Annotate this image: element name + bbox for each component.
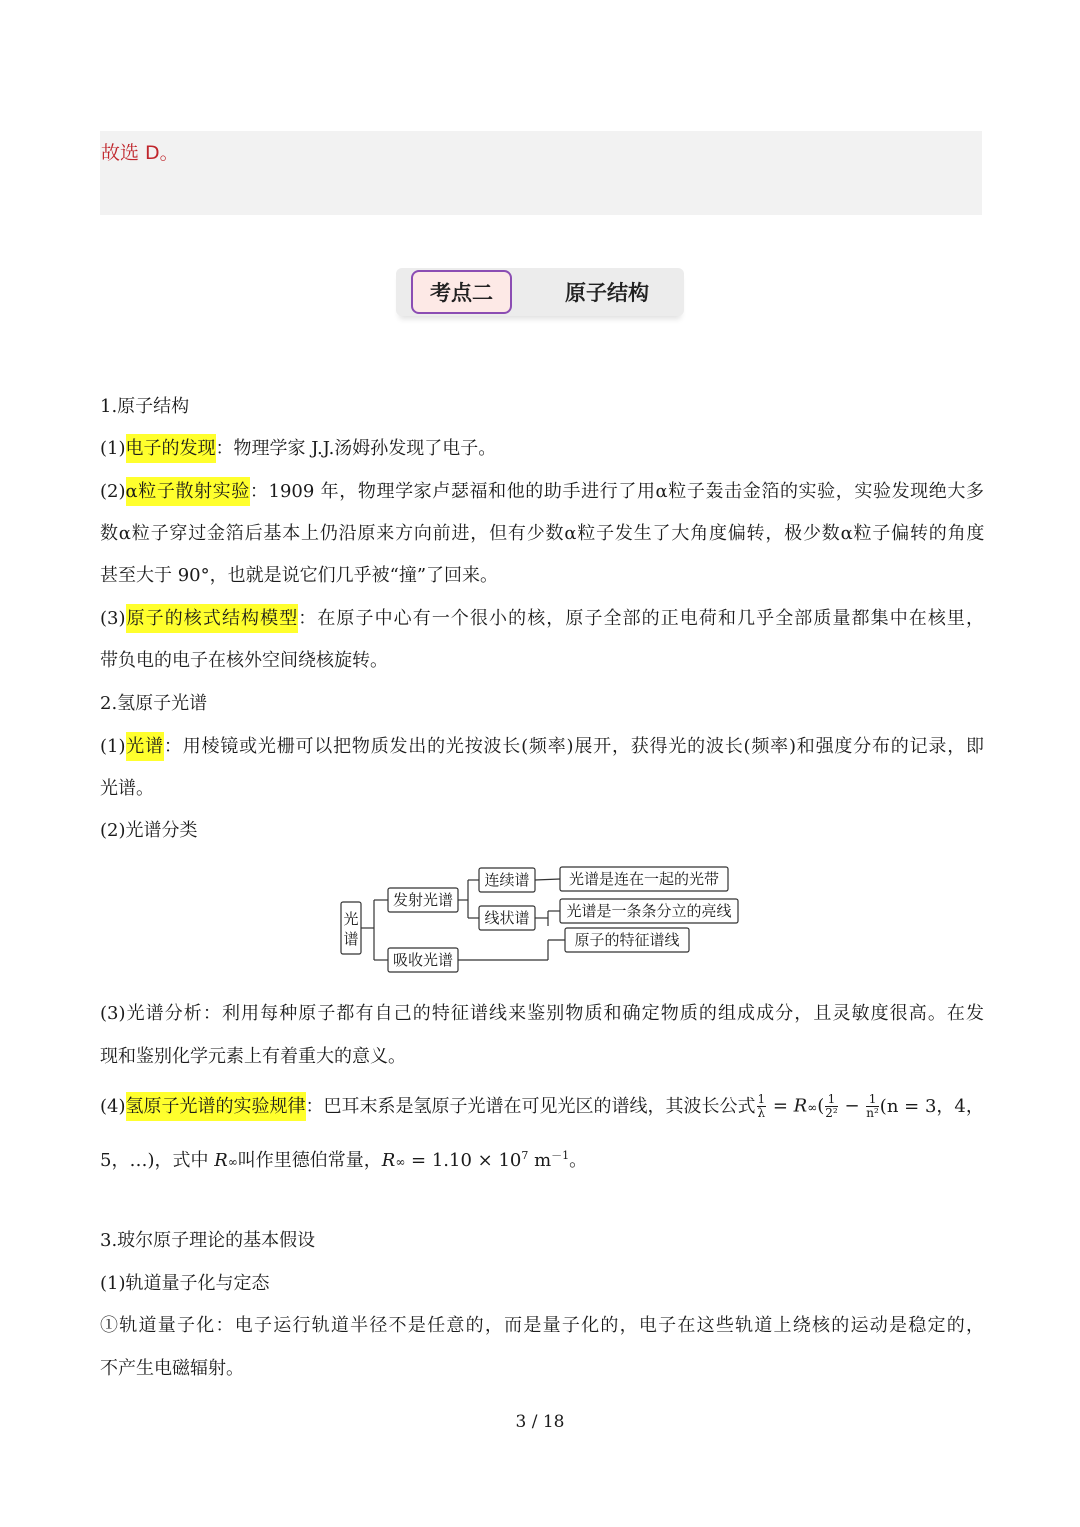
paragraph-spectrum-classification: (2)光谱分类	[100, 820, 198, 841]
answer-box	[100, 131, 982, 215]
paragraph-spectral-analysis-line-1: (3)光谱分析：利用每种原子都有自己的特征谱线来鉴别物质和确定物质的组成成分，且灵敏度很高。在发	[100, 1003, 984, 1024]
highlight-term: α粒子散射实验	[126, 477, 250, 506]
paragraph-text: ：在原子中心有一个很小的核，原子全部的正电荷和几乎全部质量都集中在核里，	[298, 608, 984, 629]
paragraph-spectrum-line-2: 光谱。	[100, 778, 154, 799]
paragraph-balmer-line-1	[100, 1093, 984, 1121]
formula-condition: (n = 3，4，	[879, 1095, 984, 1117]
section-title: 原子结构	[565, 281, 649, 305]
paragraph-electron-discovery	[100, 436, 984, 462]
paragraph-spectrum-line-1	[100, 734, 984, 760]
node-emission: 发射光谱	[392, 891, 454, 909]
paragraph-balmer-line-2: 5，…)，式中 R∞叫作里德伯常量，$R\infty = 1.10 \times 10^7$ $m^{-1}$。	[100, 1149, 588, 1171]
paragraph-orbit-line-1: ①轨道量子化：电子运行轨道半径不是任意的，而是量子化的，电子在这些轨道上绕核的运动是稳定的，	[100, 1315, 984, 1336]
highlight-term: 氢原子光谱的实验规律	[126, 1092, 306, 1121]
answer-text: 故选 D。	[101, 142, 179, 164]
paragraph-text: ：物理学家 J.J.汤姆孙发现了电子。	[215, 438, 497, 459]
node-absorption: 吸收光谱	[392, 951, 454, 969]
item-number: (1)	[100, 438, 126, 459]
paragraph-nuclear-model-line-2: 带负电的电子在核外空间绕核旋转。	[100, 650, 388, 671]
node-line-desc: 光谱是一条条分立的亮线	[566, 902, 732, 920]
item-number: (2)	[100, 481, 126, 502]
paragraph-alpha-line-1	[100, 479, 984, 505]
section-tag: 考点二	[411, 270, 512, 314]
node-spectrum-top: 光	[343, 910, 359, 928]
page-number: 3 / 18	[515, 1412, 565, 1432]
heading-atomic-structure: 1.原子结构	[100, 396, 190, 417]
paragraph-alpha-line-3: 甚至大于 90°，也就是说它们几乎被“撞”了回来。	[100, 565, 499, 586]
heading-hydrogen-spectrum: 2.氢原子光谱	[100, 693, 208, 714]
paragraph-spectral-analysis-line-2: 现和鉴别化学元素上有着重大的意义。	[100, 1046, 406, 1067]
node-spectrum-bottom: 谱	[343, 930, 359, 948]
item-number: (3)	[100, 608, 126, 629]
highlight-term: 电子的发现	[126, 434, 216, 463]
node-line-spectrum: 线状谱	[484, 909, 530, 927]
node-continuous: 连续谱	[484, 871, 530, 889]
node-characteristic: 原子的特征谱线	[574, 931, 680, 949]
highlight-term: 原子的核式结构模型	[126, 604, 299, 633]
spectrum-classification-diagram	[338, 862, 742, 976]
paragraph-text: ：巴耳末系是氢原子光谱在可见光区的谱线，其波长公式	[305, 1095, 756, 1117]
paragraph-alpha-line-2: 数α粒子穿过金箔后基本上仍沿原来方向前进，但有少数α粒子发生了大角度偏转，极少数α粒子偏转的角度	[100, 523, 984, 544]
highlight-term: 光谱	[126, 732, 164, 761]
node-continuous-desc: 光谱是连在一起的光带	[568, 870, 720, 888]
paragraph-nuclear-model-line-1	[100, 606, 984, 632]
heading-bohr-theory: 3.玻尔原子理论的基本假设	[100, 1230, 316, 1251]
paragraph-orbit-line-2: 不产生电磁辐射。	[100, 1358, 244, 1379]
formula-fraction-two: $\frac{1}{\text{2²}}$	[825, 1092, 838, 1120]
paragraph-text: ：1909 年，物理学家卢瑟福和他的助手进行了用α粒子轰击金箔的实验，实验发现绝大多	[249, 481, 985, 502]
balmer-formula: $\frac{1}{\lambda}$ = R∞( $\frac{1}{\text{2²}}$ − $\frac{1}{\text{n²}}$	[757, 1092, 879, 1120]
item-number: (1)	[100, 736, 126, 757]
paragraph-text: ：用棱镜或光栅可以把物质发出的光按波长(频率)展开，获得光的波长(频率)和强度分布的记录，即	[163, 736, 984, 757]
formula-fraction-n: $\frac{1}{\text{n²}}$	[866, 1092, 879, 1120]
item-number: (4)	[100, 1095, 126, 1117]
paragraph-orbit-quantization: (1)轨道量子化与定态	[100, 1273, 270, 1294]
formula-fraction-lambda: $\frac{1}{\lambda}$	[757, 1092, 766, 1120]
